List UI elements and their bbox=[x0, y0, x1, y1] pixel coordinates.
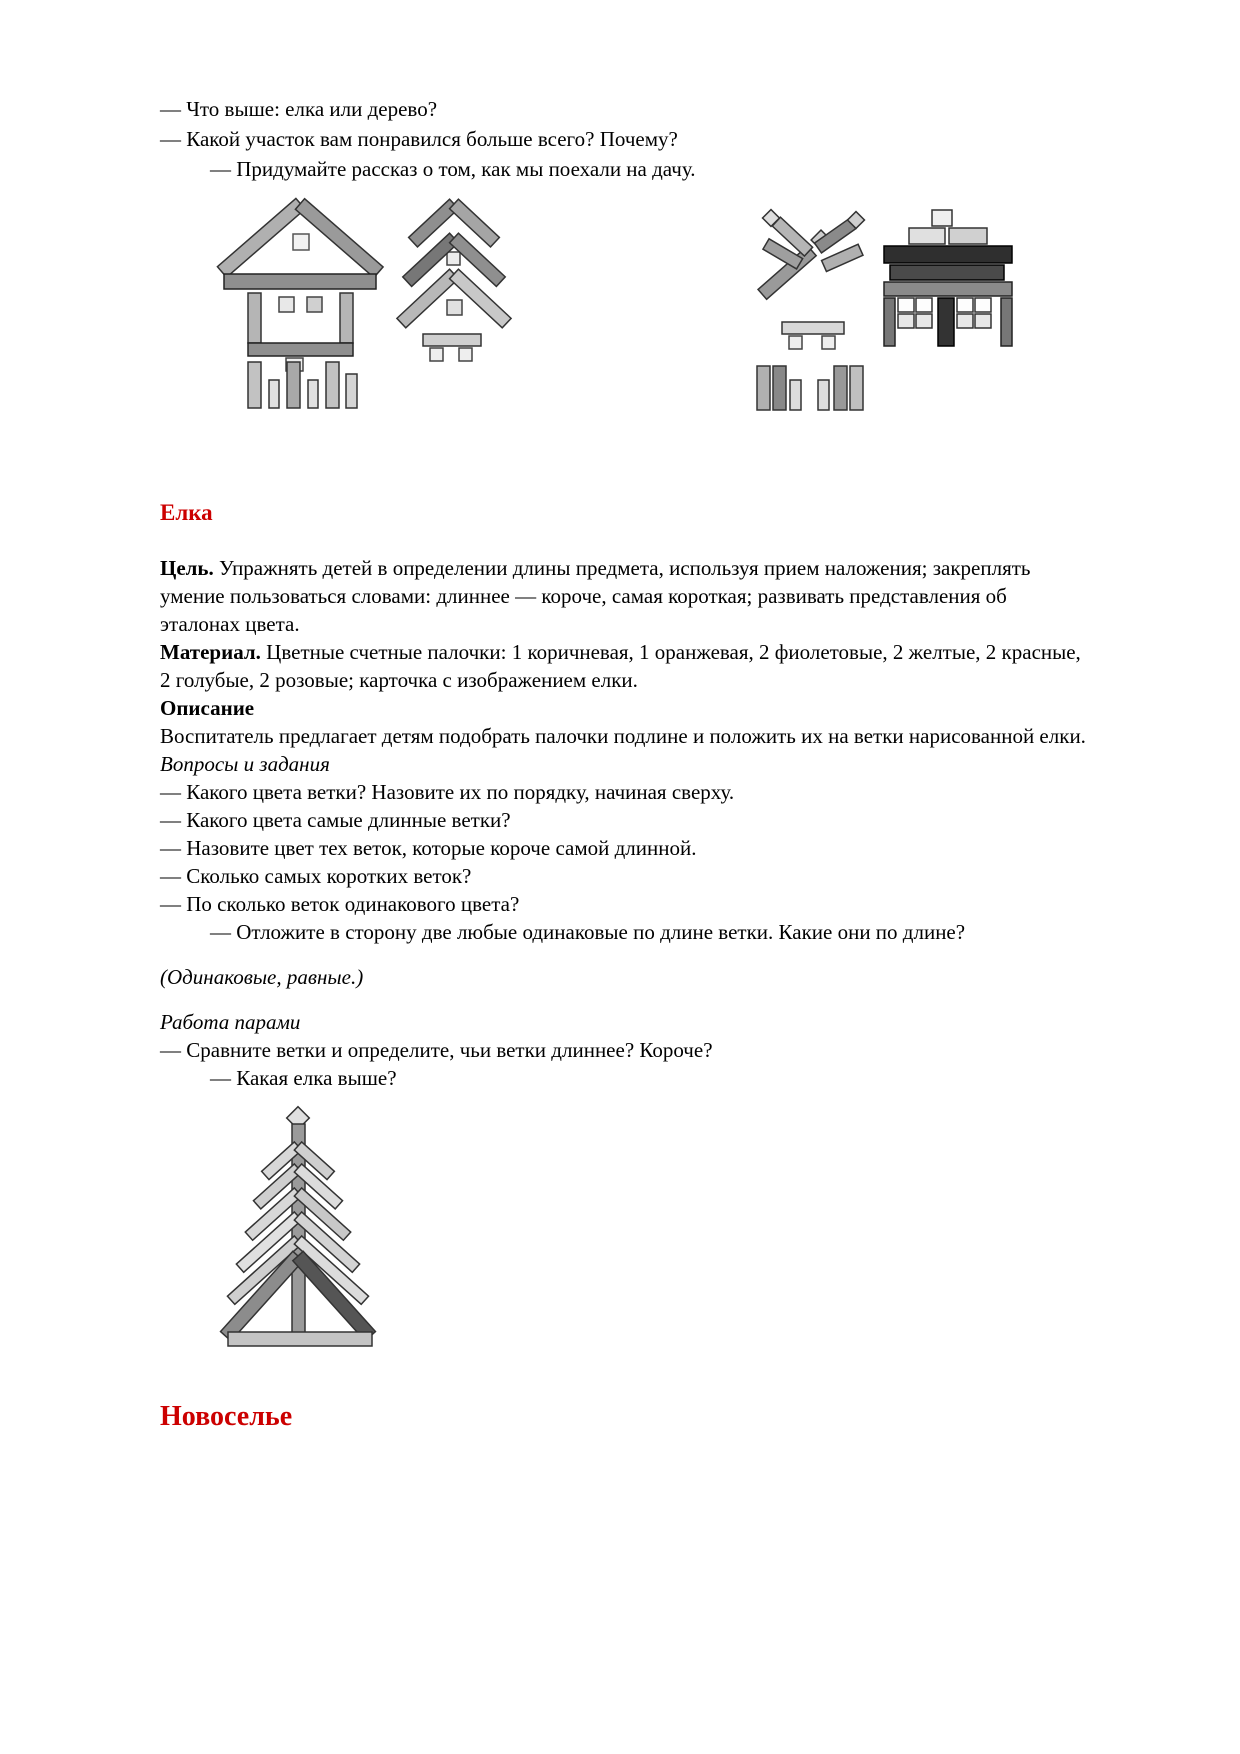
question-line: — Сколько самых коротких веток? bbox=[160, 864, 472, 888]
sticks-steamship-figure bbox=[884, 210, 1012, 346]
section-body bbox=[160, 554, 1090, 1092]
question-line-indented: — Отложите в сторону две любые одинаковые по длине ветки. Какие они по длине? bbox=[210, 920, 966, 944]
chevron-fir-tree-figure bbox=[397, 199, 511, 328]
pair-question-line-indented: — Какая елка выше? bbox=[210, 1066, 397, 1090]
description-text: Воспитатель предлагает детям подобрать палочки подлине и положить их на ветки нарисованной елки. bbox=[160, 724, 1086, 748]
question-line: — По сколько веток одинакового цвета? bbox=[160, 892, 520, 916]
question-line: — Назовите цвет тех веток, которые короче самой длинной. bbox=[160, 836, 697, 860]
sticks-fence-figure bbox=[757, 366, 863, 410]
section-title-elka: Елка bbox=[160, 500, 213, 525]
sticks-house-figure bbox=[217, 198, 383, 371]
dialogue-line: — Придумайте рассказ о том, как мы поехали на дачу. bbox=[210, 157, 696, 181]
dialogue-line: — Что выше: елка или дерево? bbox=[160, 97, 438, 121]
answer-note: (Одинаковые, равные.) bbox=[160, 965, 364, 989]
pair-question-line: — Сравните ветки и определите, чьи ветки длиннее? Короче? bbox=[160, 1038, 713, 1062]
questions-heading: Вопросы и задания bbox=[160, 752, 330, 776]
goal-label: Цель. bbox=[160, 556, 214, 580]
goal-paragraph bbox=[160, 554, 1090, 638]
dialogue-intro bbox=[160, 94, 1090, 184]
stick-figures-illustration bbox=[160, 194, 1090, 422]
material-text: Цветные счетные палочки: 1 коричневая, 1 оранжевая, 2 фиолетовые, 2 желтые, 2 красные, 2 голубые, 2 розовые; карточка с изображением елки. bbox=[160, 640, 1081, 692]
dialogue-line: — Какой участок вам понравился больше всего? Почему? bbox=[160, 127, 678, 151]
sticks-dragonfly-figure bbox=[758, 210, 864, 300]
description-paragraph bbox=[160, 722, 1090, 778]
goal-text: Упражнять детей в определении длины предмета, используя прием наложения; закреплять умение пользоваться словами: длиннее — короче, самая короткая; развивать представления об эталонах цвета. bbox=[160, 556, 1031, 636]
small-bench-figure bbox=[423, 334, 481, 361]
material-paragraph bbox=[160, 638, 1090, 694]
question-line: — Какого цвета самые длинные ветки? bbox=[160, 808, 511, 832]
dragonfly-bench-figure bbox=[782, 322, 844, 349]
description-heading: Описание bbox=[160, 696, 255, 720]
tall-fir-tree-figure bbox=[218, 1104, 578, 1354]
question-line: — Какого цвета ветки? Назовите их по порядку, начиная сверху. bbox=[160, 780, 735, 804]
section-title-novoselye: Новоселье bbox=[160, 1401, 293, 1432]
pair-work-heading: Работа парами bbox=[160, 1010, 301, 1034]
material-label: Материал. bbox=[160, 640, 261, 664]
